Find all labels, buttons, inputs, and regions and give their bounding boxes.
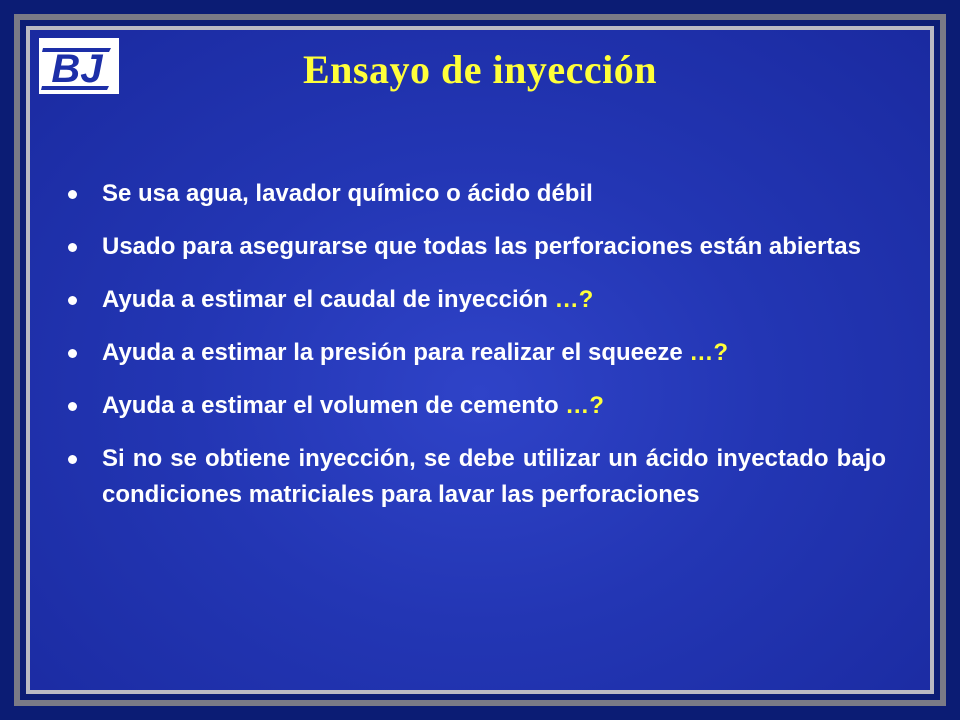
bullet-accent: …? (689, 339, 729, 366)
bullet-text: Ayuda a estimar el caudal de inyección (102, 286, 555, 313)
bullet-item (64, 388, 886, 424)
bullet-dot (68, 402, 77, 411)
bullet-dot (68, 296, 77, 305)
bullet-list (64, 176, 886, 530)
bullet-text: Ayuda a estimar la presión para realizar el squeeze (102, 339, 690, 366)
bullet-item (64, 282, 886, 318)
bullet-item (64, 176, 886, 212)
bullet-text: Se usa agua, lavador químico o ácido débil (102, 180, 593, 207)
bullet-dot (68, 349, 77, 358)
bullet-text: Usado para asegurarse que todas las perforaciones están abiertas (102, 233, 861, 260)
bullet-accent: …? (565, 392, 604, 419)
bullet-text: Si no se obtiene inyección, se debe utilizar un ácido inyectado bajo condiciones matriciales para lavar las perforaciones (102, 445, 886, 508)
bullet-text: Ayuda a estimar el volumen de cemento (102, 392, 566, 419)
bullet-item (64, 335, 886, 371)
slide-title: Ensayo de inyección (303, 47, 657, 92)
bullet-item (64, 441, 886, 513)
bullet-dot (68, 455, 77, 464)
bullet-accent: …? (554, 286, 594, 313)
logo-text: BJ (51, 47, 103, 91)
bullet-dot (68, 243, 77, 252)
bullet-item (64, 229, 886, 265)
bullet-dot (68, 190, 77, 199)
